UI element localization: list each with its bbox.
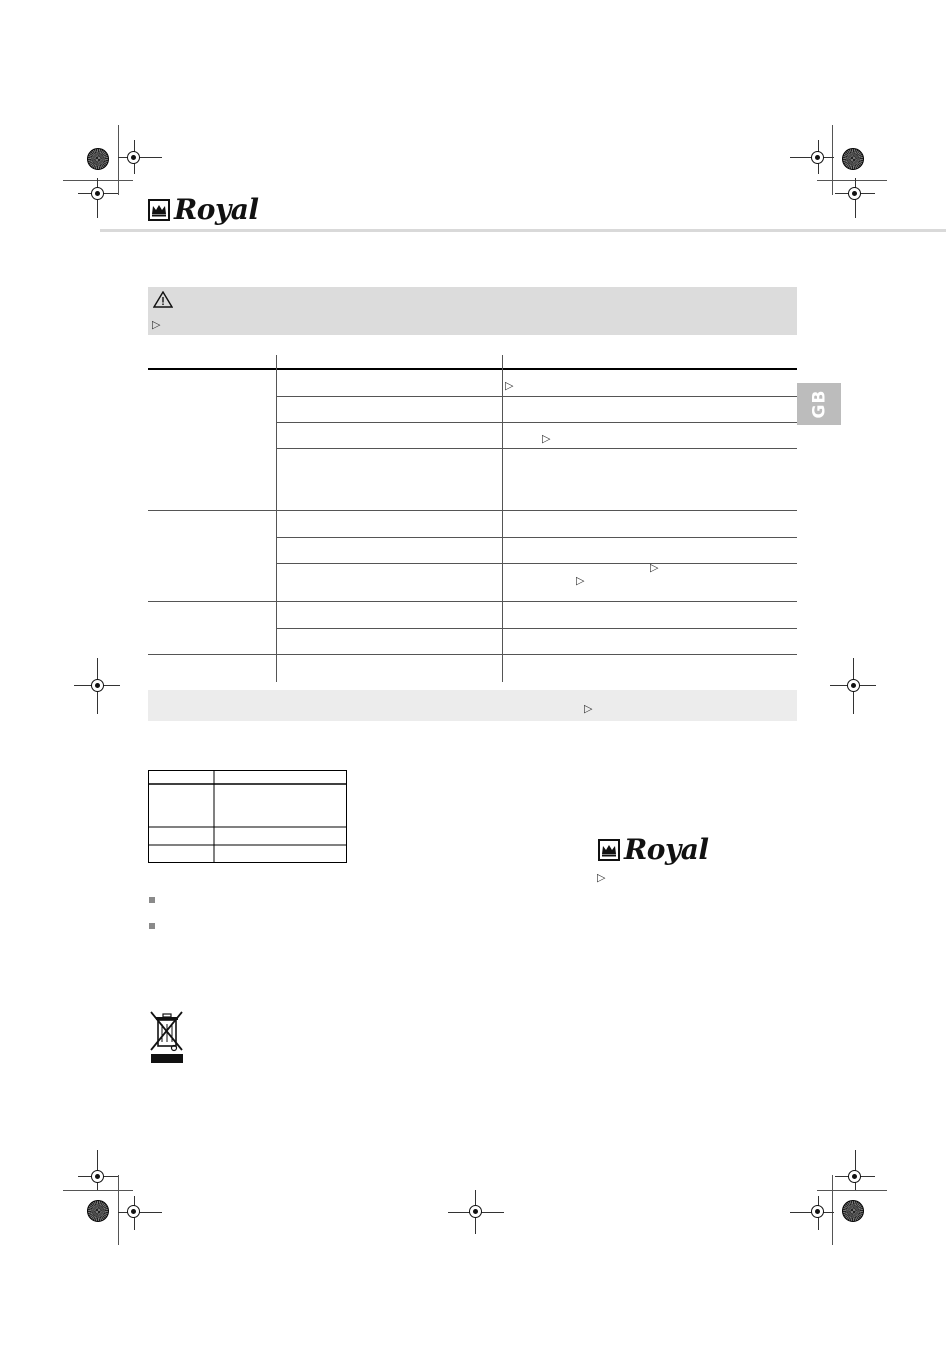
registration-mark-icon xyxy=(127,1205,140,1218)
play-triangle-icon: ▷ xyxy=(152,319,161,331)
registration-mark-icon xyxy=(848,1170,861,1183)
registration-mark-icon xyxy=(848,187,861,200)
registration-disc-icon xyxy=(87,1200,109,1222)
registration-mark-icon xyxy=(469,1205,482,1218)
crown-icon xyxy=(598,839,620,861)
square-bullet-icon xyxy=(149,897,155,903)
registration-mark-icon xyxy=(91,679,104,692)
crossed-out-wheelie-bin-icon xyxy=(148,1010,186,1071)
language-tab-gb xyxy=(797,383,841,425)
warning-box xyxy=(148,287,797,335)
brand-wordmark: Royal xyxy=(174,193,259,226)
registration-disc-icon xyxy=(87,148,109,170)
play-triangle-icon: ▷ xyxy=(650,562,659,574)
play-triangle-icon: ▷ xyxy=(542,433,551,445)
play-triangle-icon: ▷ xyxy=(576,575,585,587)
header-rule xyxy=(100,229,946,232)
brand-logo-secondary xyxy=(598,833,709,866)
registration-mark-icon xyxy=(811,1205,824,1218)
registration-mark-icon xyxy=(127,151,140,164)
play-triangle-icon: ▷ xyxy=(584,703,593,715)
registration-disc-icon xyxy=(842,148,864,170)
registration-disc-icon xyxy=(842,1200,864,1222)
brand-logo-header xyxy=(148,193,259,226)
play-triangle-icon: ▷ xyxy=(597,872,606,884)
language-tab-label: GB xyxy=(808,389,829,419)
specification-table xyxy=(148,770,348,870)
registration-mark-icon xyxy=(91,187,104,200)
warning-triangle-icon xyxy=(153,291,173,308)
registration-mark-icon xyxy=(91,1170,104,1183)
square-bullet-icon xyxy=(149,923,155,929)
note-box xyxy=(148,690,797,721)
brand-wordmark: Royal xyxy=(624,833,709,866)
registration-mark-icon xyxy=(811,151,824,164)
registration-mark-icon xyxy=(847,679,860,692)
crown-icon xyxy=(148,199,170,221)
play-triangle-icon: ▷ xyxy=(505,380,514,392)
